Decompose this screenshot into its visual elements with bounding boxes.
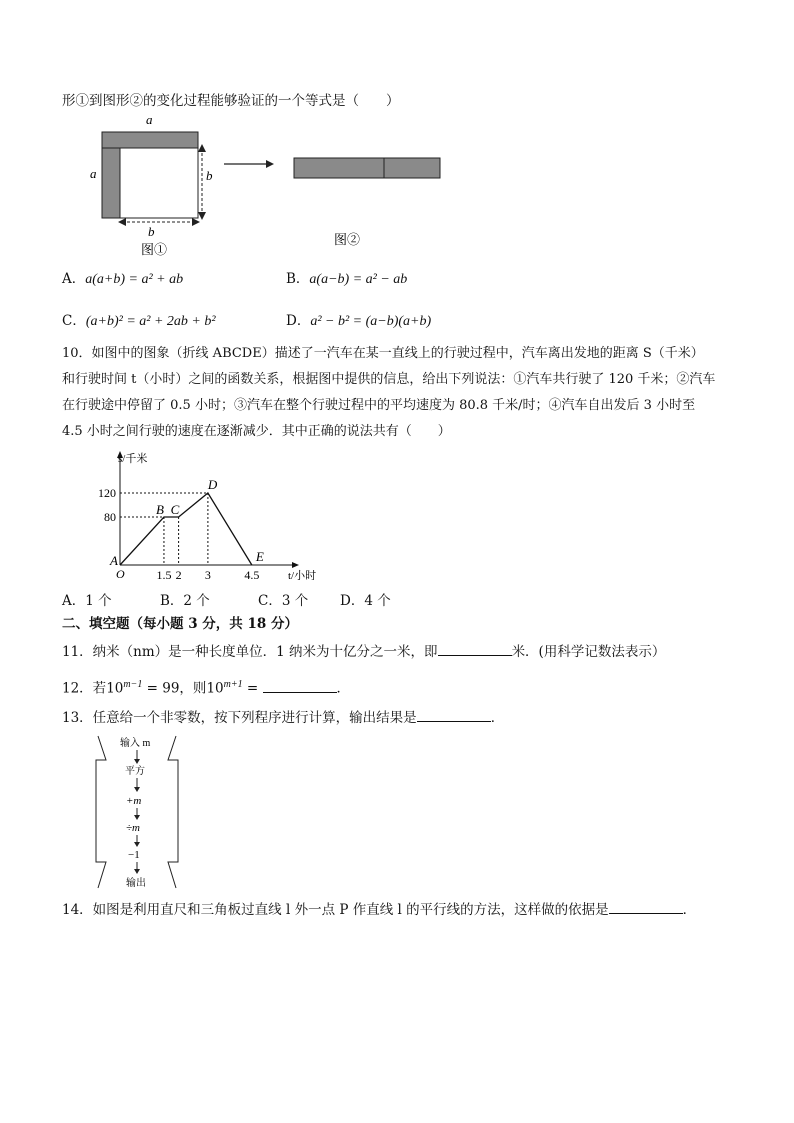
flow-step-square: 平方 xyxy=(125,766,145,777)
x-tick-label: 3 xyxy=(204,568,211,580)
fig1-top-strip xyxy=(102,132,198,148)
q12-exponent-2: m+1 xyxy=(223,679,243,690)
q10-option-a: A．1 个 xyxy=(62,593,112,609)
fig2-right-strip xyxy=(384,158,440,178)
fig1-inner-square xyxy=(120,148,198,218)
q13 xyxy=(62,707,504,727)
q11-text-after: 米．(用科学记数法表示） xyxy=(511,644,666,660)
q9-option-d-letter: D． xyxy=(286,313,311,329)
q11-answer-blank[interactable] xyxy=(438,641,512,656)
q12-equals: = xyxy=(242,680,263,697)
q11 xyxy=(62,641,665,661)
q9-figure-1 xyxy=(86,108,226,258)
q10-line-1: 10．如图中的图象（折线 ABCDE）描述了一汽车在某一直线上的行驶过程中，汽车离出发地的距离 S（千米） xyxy=(62,346,704,361)
fig1-arrow-right xyxy=(192,218,200,226)
fig1-arrow-down xyxy=(198,212,206,220)
q9-option-b-letter: B． xyxy=(286,271,310,287)
flow-output: 输出 xyxy=(126,878,146,889)
x-tick-label: 4.5 xyxy=(244,568,260,580)
q12-base-2: 10 xyxy=(206,680,224,697)
q12 xyxy=(62,676,350,698)
q9-stem: 形①到图形②的变化过程能够验证的一个等式是（ ） xyxy=(62,93,400,109)
fig2-left-strip xyxy=(294,158,384,178)
flow-arrow-5 xyxy=(134,869,140,874)
q12-end: ． xyxy=(336,680,351,697)
fig1-label-b-bottom: b xyxy=(148,224,155,239)
q14-end: ． xyxy=(682,902,697,918)
flow-input: 输入 m xyxy=(120,738,151,749)
fig1-label-b-right: b xyxy=(206,168,213,183)
transform-arrow xyxy=(222,156,278,172)
flow-right-wall xyxy=(168,736,178,888)
point-label-c: C xyxy=(170,502,180,517)
fig1-arrow-left xyxy=(118,218,126,226)
q12-exponent-1: m−1 xyxy=(123,679,143,690)
x-axis-label: t/小时 xyxy=(288,570,317,580)
q9-option-a-expr: a(a+b) = a² + ab xyxy=(85,272,184,287)
y-axis-label: s/千米 xyxy=(118,453,148,465)
fig2-caption: 图② xyxy=(334,232,361,247)
point-label-a: A xyxy=(110,553,118,568)
y-tick-label: 80 xyxy=(104,510,116,524)
x-tick-label: 2 xyxy=(175,568,182,580)
fig1-label-a-left: a xyxy=(90,166,97,181)
q14-answer-blank[interactable] xyxy=(609,899,683,914)
q13-text: 13．任意给一个非零数，按下列程序进行计算，输出结果是 xyxy=(62,710,417,726)
q10-option-d: D．4 个 xyxy=(340,593,391,609)
q9-figure-2 xyxy=(290,154,450,250)
fig1-label-a-top: a xyxy=(146,112,153,127)
q9-option-b-expr: a(a−b) = a² − ab xyxy=(309,272,408,287)
q9-option-a xyxy=(62,270,183,289)
section-title: 二、填空题（每小题 3 分，共 18 分） xyxy=(62,616,298,632)
q9-option-d-expr: a² − b² = (a−b)(a+b) xyxy=(310,314,432,329)
flow-arrow-2 xyxy=(134,787,140,792)
fig1-caption: 图① xyxy=(141,242,168,257)
q13-flowchart xyxy=(92,732,182,892)
q10-line-3: 在行驶途中停留了 0.5 小时；③汽车在整个行驶过程中的平均速度为 80.8 千米/时；④汽车自出发后 3 小时至 xyxy=(62,398,696,413)
origin-label: O xyxy=(116,567,125,580)
flow-arrow-3 xyxy=(134,815,140,820)
q9-option-d xyxy=(286,312,431,331)
q10-line-2: 和行驶时间 t（小时）之间的函数关系，根据图中提供的信息，给出下列说法：①汽车共行驶了 120 千米；②汽车 xyxy=(62,372,716,387)
q12-base-1: 10 xyxy=(106,680,124,697)
q9-option-c-expr: (a+b)² = a² + 2ab + b² xyxy=(85,314,216,329)
q12-text: 12．若 xyxy=(62,680,107,697)
q11-text: 11．纳米（nm）是一种长度单位．1 纳米为十亿分之一米，即 xyxy=(62,644,438,660)
q9-option-c-letter: C． xyxy=(62,313,86,329)
q9-option-c xyxy=(62,312,216,331)
q12-mid: = 99，则 xyxy=(142,680,207,697)
flow-step-minus: −1 xyxy=(128,849,140,861)
flow-arrow-4 xyxy=(134,842,140,847)
point-label-e: E xyxy=(255,549,264,564)
distance-time-chart xyxy=(86,448,326,580)
x-tick-label: 1.5 xyxy=(156,568,172,580)
fig1-arrow-up xyxy=(198,144,206,152)
q10-line-4: 4.5 小时之间行驶的速度在逐渐减少．其中正确的说法共有（ ） xyxy=(62,424,451,439)
flow-left-wall xyxy=(96,736,106,888)
flow-step-add: +m xyxy=(126,795,142,807)
flow-arrow-1 xyxy=(134,759,140,764)
q9-option-b xyxy=(286,270,407,289)
point-label-d: D xyxy=(207,477,218,492)
series-line-abcde xyxy=(120,493,252,565)
q10-option-c: C．3 个 xyxy=(258,593,309,609)
q12-answer-blank[interactable] xyxy=(263,678,337,693)
q14-text: 14．如图是利用直尺和三角板过直线 l 外一点 P 作直线 l 的平行线的方法，这样做的依据是 xyxy=(62,902,609,918)
point-label-b: B xyxy=(155,502,164,517)
q10-option-b: B．2 个 xyxy=(160,593,210,609)
q13-answer-blank[interactable] xyxy=(417,707,491,722)
y-tick-label: 120 xyxy=(98,486,116,500)
q13-end: ． xyxy=(490,710,505,726)
flow-step-divide: ÷m xyxy=(126,822,140,834)
q9-option-a-letter: A． xyxy=(62,271,86,287)
x-axis-arrow xyxy=(292,562,299,568)
q14 xyxy=(62,899,696,919)
